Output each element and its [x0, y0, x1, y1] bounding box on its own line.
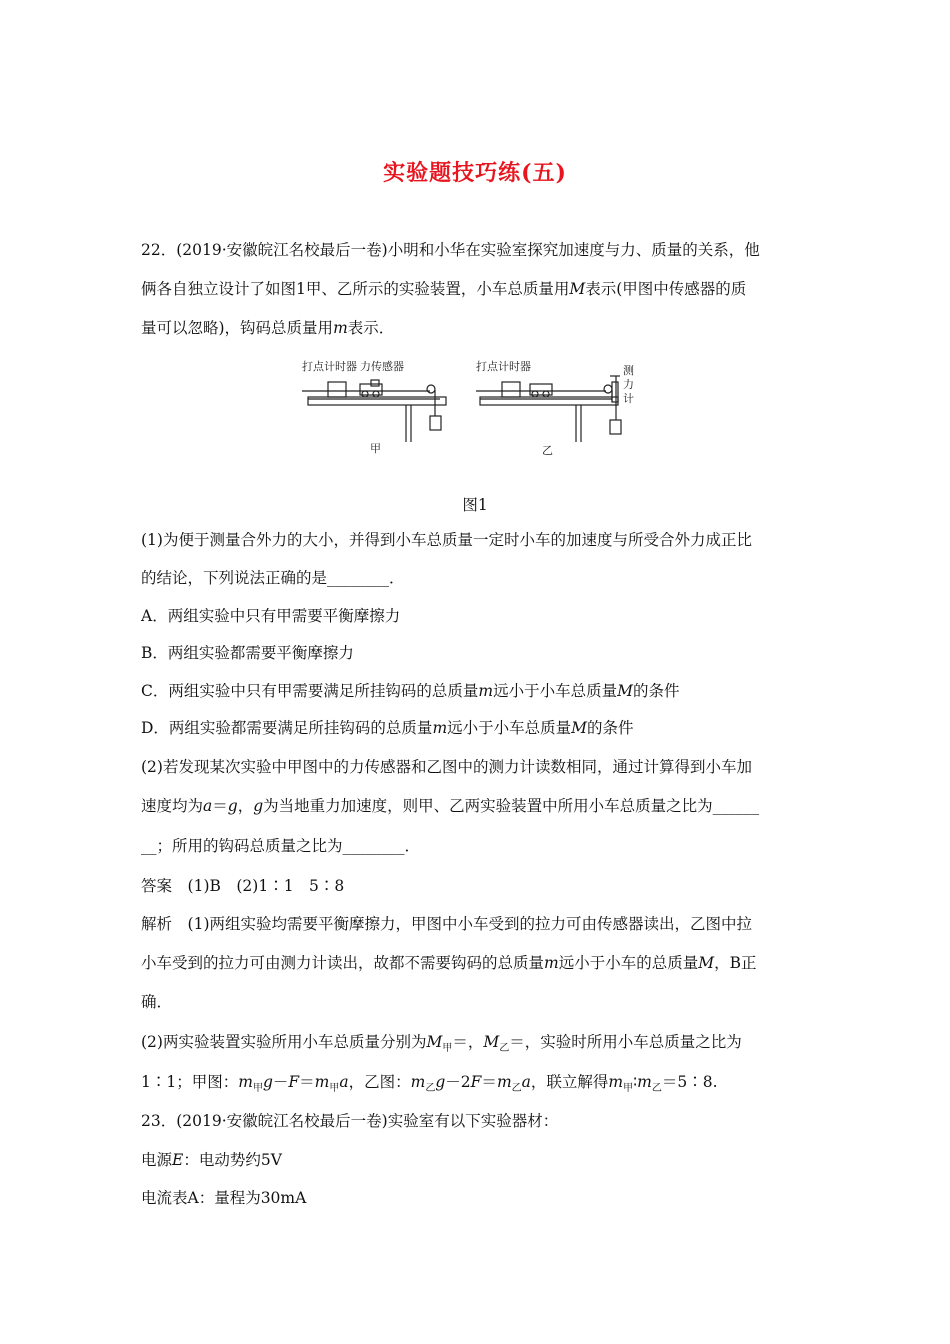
- q22-line-2: 俩各自独立设计了如图1甲、乙所示的实验装置，小车总质量用M表示(甲图中传感器的质: [141, 280, 747, 298]
- q22-line-3: 量可以忽略)，钩码总质量用m表示．: [141, 319, 395, 337]
- right-timer: [502, 382, 520, 397]
- svg-text:计: 计: [623, 392, 634, 405]
- left-timer-label: 打点计时器: [302, 360, 357, 373]
- analysis-line-2: 小车受到的拉力可由测力计读出，故都不需要钩码的总质量m远小于小车的总质量M，B正: [141, 954, 757, 972]
- q23-line-3: 电流表A：量程为30mA: [141, 1189, 307, 1207]
- option-a: A．两组实验中只有甲需要平衡摩擦力: [141, 607, 401, 625]
- option-d: D．两组实验都需要满足所挂钩码的总质量m远小于小车总质量M的条件: [141, 719, 634, 737]
- left-table-top: [308, 397, 446, 405]
- left-sensor-label: 力传感器: [360, 360, 404, 373]
- answer-line: 答案 (1)B (2)1∶1 5∶8: [141, 877, 345, 895]
- analysis-line-5: 1∶1；甲图：$m_甲g-F=m_甲a$，乙图：$m_乙g-2F=m_乙a$，联立解得$m_甲∶m_乙=5∶8$.: [141, 1073, 718, 1095]
- option-b: B．两组实验都需要平衡摩擦力: [141, 644, 354, 662]
- svg-text:测: 测: [623, 364, 634, 377]
- svg-text:力: 力: [623, 378, 634, 391]
- sub1-line-1: (1)为便于测量合外力的大小，并得到小车总质量一定时小车的加速度与所受合外力成正比: [141, 531, 752, 549]
- experiment-figure: [290, 352, 670, 464]
- force-sensor: [371, 380, 379, 386]
- left-timer: [328, 382, 346, 397]
- right-pulley: [604, 385, 612, 393]
- right-timer-label: 打点计时器: [476, 360, 531, 373]
- sub2-line-3: __；所用的钩码总质量之比为________．: [141, 837, 421, 855]
- sub2-line-1: (2)若发现某次实验中甲图中的力传感器和乙图中的测力计读数相同，通过计算得到小车加: [141, 758, 752, 776]
- figure-caption: 图1: [462, 496, 488, 514]
- left-weight: [430, 416, 441, 430]
- meter-label-vertical: [623, 363, 634, 405]
- q23-line-1: 23．(2019·安徽皖江名校最后一卷)实验室有以下实验器材：: [141, 1112, 559, 1130]
- q22-line-1: 22．(2019·安徽皖江名校最后一卷)小明和小华在实验室探究加速度与力、质量的关系，他: [141, 241, 760, 259]
- page-title: 实验题技巧练(五): [383, 160, 567, 186]
- right-weight: [610, 420, 621, 434]
- option-c: C．两组实验中只有甲需要满足所挂钩码的总质量m远小于小车总质量M的条件: [141, 682, 680, 700]
- analysis-line-3: 确．: [141, 993, 173, 1011]
- q23-line-2: 电源E：电动势约5V: [141, 1151, 282, 1169]
- spring-meter: [612, 382, 618, 402]
- right-table-top: [480, 397, 618, 405]
- sub2-line-2: 速度均为a＝g，g为当地重力加速度，则甲、乙两实验装置中所用小车总质量之比为______: [141, 797, 760, 815]
- right-caption: 乙: [542, 444, 553, 457]
- analysis-line-4: (2)两实验装置实验所用小车总质量分别为$M_甲=$，$M_乙=$，实验时所用小车总质量之比为: [141, 1033, 742, 1055]
- sub1-line-2: 的结论，下列说法正确的是________．: [141, 569, 405, 587]
- left-pulley: [427, 385, 435, 393]
- analysis-line-1: 解析 (1)两组实验均需要平衡摩擦力，甲图中小车受到的拉力可由传感器读出，乙图中拉: [141, 915, 752, 933]
- left-caption: 甲: [370, 442, 381, 455]
